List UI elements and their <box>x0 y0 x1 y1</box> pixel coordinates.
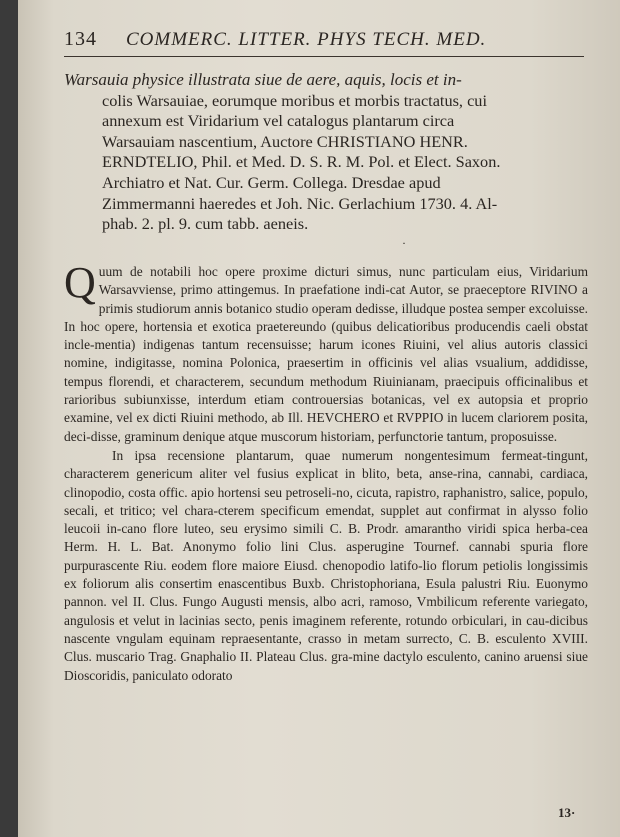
heading-line: colis Warsauiae, eorumque moribus et morbis tractatus, cui <box>102 90 487 110</box>
running-title: COMMERC. LITTER. PHYS TECH. MED. <box>126 29 487 50</box>
signature-mark: 13· <box>558 805 576 820</box>
page-header <box>64 28 584 57</box>
paragraph-1-text: uum de notabili hoc opere proxime dicturi simus, nunc particulam eius, Viridarium Warsavviense, primo attingemus. In praefatione indi-cat Autor, se praeceptore RIVINO a primis studiorum annis botanico studio operam dedisse, illudque postea semper excoluisse. In hoc opere, hortensia et exotica praetereundo (quibus delicatioribus producendis caeli obstat incle-mentia) indigenas tantum recensuisse; harum icones Riuini, vel alius autoris classici nomine, indigitasse, nomina Polonica, praesertim in officinis vel alias vsualium, addidisse, tempus florendi, et characterem, secundum methodum Riuinianam, praecipuis officinalibus et rarioribus subiunxisse, interdum etiam controuersias botanicas, vel ex autopsia et proprio examine, vel ex dicti Riuini methodo, ab Ill. HEVCHERO et RVPPIO in lucem clariorem posita, deci-disse, graminum denique atque muscorum historiam, perfunctorie tantum, proposuisse. <box>64 264 588 444</box>
paragraph-1 <box>64 258 588 446</box>
heading-line: Warsauia physice illustrata siue de aere, aquis, locis et in- <box>64 70 462 89</box>
body-text <box>64 258 588 685</box>
entry-heading <box>64 70 586 235</box>
page-number: 134 <box>64 28 97 50</box>
heading-dot: · <box>402 236 406 250</box>
heading-line: Archiatro et Nat. Cur. Germ. Collega. Dresdae apud <box>102 172 441 192</box>
heading-line: phab. 2. pl. 9. cum tabb. aeneis. <box>102 214 309 234</box>
paragraph-2 <box>64 447 588 685</box>
heading-line: Warsauiam nascentium, Auctore CHRISTIANO HENR. <box>102 131 468 151</box>
heading-line: ERNDTELIO, Phil. et Med. D. S. R. M. Pol. et Elect. Saxon. <box>102 152 501 172</box>
drop-cap: Q <box>64 258 96 307</box>
book-page <box>18 0 620 837</box>
heading-line: annexum est Viridarium vel catalogus plantarum circa <box>102 111 455 131</box>
heading-line: Zimmermanni haeredes et Joh. Nic. Gerlachium 1730. 4. Al- <box>102 193 498 213</box>
paragraph-2-text: In ipsa recensione plantarum, quae numerum nongentesimum fermeat-tingunt, characterem genericum aliter vel fusius explicat in blito, beta, anse-rina, cannabi, cardiaca, clinopodio, costa offic. apio hortensi seu petroseli-no, cicuta, rapistro, raphanistro, salice, populo, secali, et tritico; vel chara-cterem specificum emendat, supplet aut confirmat in alysso folio leucoii in-cano flore luteo, seu erysimo simili C. B. Prodr. amarantho viridi spica herba-cea Herm. H. L. Bat. Anonymo folio lini Clus. asperugine Tournef. cannabi spuria flore purpurascente Riu. eodem flore maiore Eiusd. chenopodio latifo-lio florum petiolis longissimis ex foliorum alis consertim enascentibus Buxb. Christophoriana, Esula palustri Riu. Euonymo pannon. vel II. Clus. Fungo Augusti mensis, albo acri, ramoso, Vmbilicum referente variegato, angulosis et velut in lacinias secto, penis imaginem referente, rotundo orbiculari, in cau-dicibus nascente vngulam equinam repraesentante, crasso in metam surrecto, C. B. esculento XVIII. Clus. muscario Trag. Gnaphalio II. Plateau Clus. gra-mine dactylo esculento, canino aruensi siue Dioscoridis, paniculato odorato <box>64 447 588 683</box>
